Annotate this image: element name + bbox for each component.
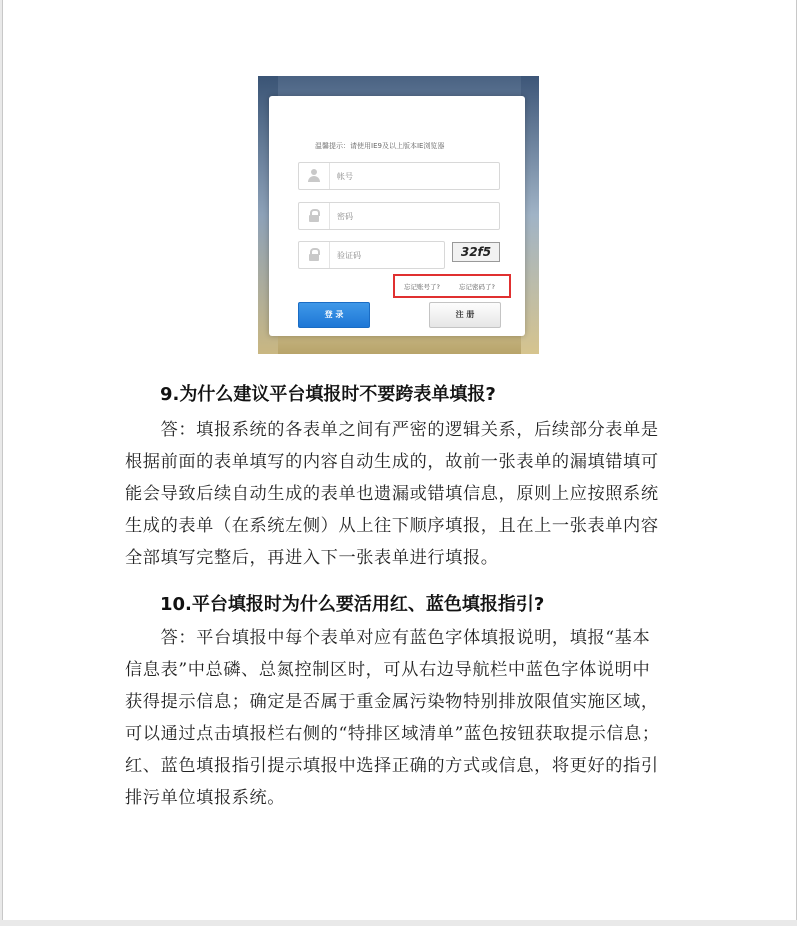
section9-line: 全部填写完整后，再进入下一张表单进行填报。 <box>125 548 499 568</box>
section9-heading: 9.为什么建议平台填报时不要跨表单填报? <box>160 384 496 405</box>
section10-heading: 10.平台填报时为什么要活用红、蓝色填报指引? <box>160 594 545 615</box>
captcha-image[interactable]: 32f5 <box>452 242 500 262</box>
section9-body <box>125 414 685 574</box>
password-field[interactable] <box>298 202 500 230</box>
document-page <box>2 0 797 920</box>
register-button[interactable]: 注 册 <box>429 302 501 328</box>
section9-line: 能会导致后续自动生成的表单也遗漏或错填信息，原则上应按照系统 <box>125 484 659 504</box>
section10-line: 排污单位填报系统。 <box>125 788 286 808</box>
password-placeholder: 密码 <box>337 212 353 221</box>
section9-line: 根据前面的表单填写的内容自动生成的，故前一张表单的漏填错填可 <box>125 452 659 472</box>
captcha-field[interactable] <box>298 241 445 269</box>
lock-icon <box>299 203 330 229</box>
username-field[interactable] <box>298 162 500 190</box>
forgot-links-highlight <box>393 274 511 298</box>
user-icon <box>299 163 330 189</box>
section9-line: 答：填报系统的各表单之间有严密的逻辑关系，后续部分表单是 <box>125 420 659 440</box>
captcha-placeholder: 验证码 <box>337 251 361 260</box>
section10-body <box>125 622 685 814</box>
section10-line: 答：平台填报中每个表单对应有蓝色字体填报说明，填报“基本 <box>125 628 651 648</box>
username-placeholder: 帐号 <box>337 172 353 181</box>
login-screenshot <box>258 76 539 354</box>
forgot-password-link[interactable]: 忘记密码了? <box>459 283 495 291</box>
section10-line: 获得提示信息；确定是否属于重金属污染物特别排放限值实施区域， <box>125 692 659 712</box>
section10-line: 信息表”中总磷、总氮控制区时，可从右边导航栏中蓝色字体说明中 <box>125 660 651 680</box>
browser-tip: 温馨提示：请使用IE9及以上版本IE浏览器 <box>315 142 445 150</box>
section10-line: 红、蓝色填报指引提示填报中选择正确的方式或信息，将更好的指引 <box>125 756 659 776</box>
lock-icon <box>299 242 330 268</box>
forgot-account-link[interactable]: 忘记账号了? <box>404 283 440 291</box>
login-card <box>269 96 525 336</box>
section10-line: 可以通过点击填报栏右侧的“特排区域清单”蓝色按钮获取提示信息； <box>125 724 660 744</box>
section9-line: 生成的表单（在系统左侧）从上往下顺序填报，且在上一张表单内容 <box>125 516 659 536</box>
login-button[interactable]: 登 录 <box>298 302 370 328</box>
